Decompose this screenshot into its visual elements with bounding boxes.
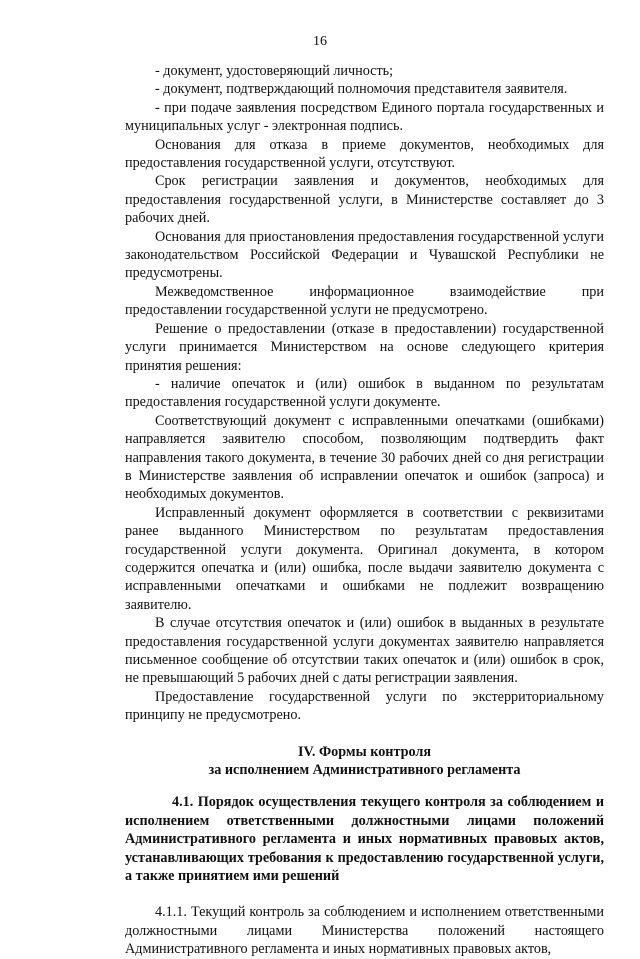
paragraph-no-errors-message: В случае отсутствия опечаток и (или) ошибок в выданных в результате предоставления государственной услуги документах заявителю направляется письменное сообщение об отсутствии таких опечаток и (или) ошибок в срок, не превышающий 5 рабочих дней с даты регистрации заявления. xyxy=(125,615,604,687)
paragraph-representative-document: - документ, подтверждающий полномочия представителя заявителя. xyxy=(155,81,568,98)
paragraph-suspension-grounds: Основания для приостановления предоставления государственной услуги законодательством Российской Федерации и Чувашской Республики не предусмотрены. xyxy=(125,228,604,282)
paragraph-errors-criterion: - наличие опечаток и (или) ошибок в выданном по результатам предоставления государственной услуги документе. xyxy=(125,375,604,411)
document-body xyxy=(125,62,604,959)
section-heading xyxy=(125,743,604,780)
subsection-heading: 4.1. Порядок осуществления текущего контроля за соблюдением и исполнением ответственными должностными лицами положений Административного регламента и иных нормативных правовых актов, устанавливающих требования к предоставлению государственной услуги, а также принятием ими решений xyxy=(125,794,604,885)
paragraph-electronic-signature: - при подаче заявления посредством Единого портала государственных и муниципальных услуг - электронная подпись. xyxy=(125,99,604,135)
page-number: 16 xyxy=(313,34,327,49)
paragraph-extraterritorial-principle: Предоставление государственной услуги по экстерриториальному принципу не предусмотрено. xyxy=(125,688,604,724)
paragraph-decision-criteria: Решение о предоставлении (отказе в предоставлении) государственной услуги принимается Министерством на основе следующего критерия принятия решения: xyxy=(125,320,604,374)
paragraph-interagency-interaction: Межведомственное информационное взаимодействие при предоставлении государственной услуги не предусмотрено. xyxy=(125,283,604,319)
paragraph-registration-term: Срок регистрации заявления и документов, необходимых для предоставления государственной услуги, в Министерстве составляет до 3 рабочих дней. xyxy=(125,173,604,227)
paragraph-corrected-document-format: Исправленный документ оформляется в соответствии с реквизитами ранее выданного Министерством по результатам предоставления государственной услуги документа. Оригинал документа, в котором содержится опечатка и (или) ошибка, после выдачи заявителю документа с исправленными опечатками и ошибками не подлежит возвращению заявителю. xyxy=(125,504,604,613)
paragraph-refusal-grounds: Основания для отказа в приеме документов, необходимых для предоставления государственной услуги, отсутствуют. xyxy=(125,136,604,172)
section-heading-line-1: IV. Формы контроля xyxy=(297,743,432,760)
section-heading-line-2: за исполнением Административного регламента xyxy=(208,762,521,779)
paragraph-corrected-document-sending: Соответствующий документ с исправленными опечатками (ошибками) направляется заявителю способом, позволяющим подтвердить факт направления такого документа, в течение 30 рабочих дней со дня регистрации в Министерстве заявления об исправлении опечаток и ошибок (запроса) и необходимых документов. xyxy=(125,412,604,503)
paragraph-current-control: 4.1.1. Текущий контроль за соблюдением и исполнением ответственными должностными лицами Министерства положений настоящего Административного регламента и иных нормативных правовых актов, xyxy=(125,904,604,958)
paragraph-identity-document: - документ, удостоверяющий личность; xyxy=(155,63,394,79)
